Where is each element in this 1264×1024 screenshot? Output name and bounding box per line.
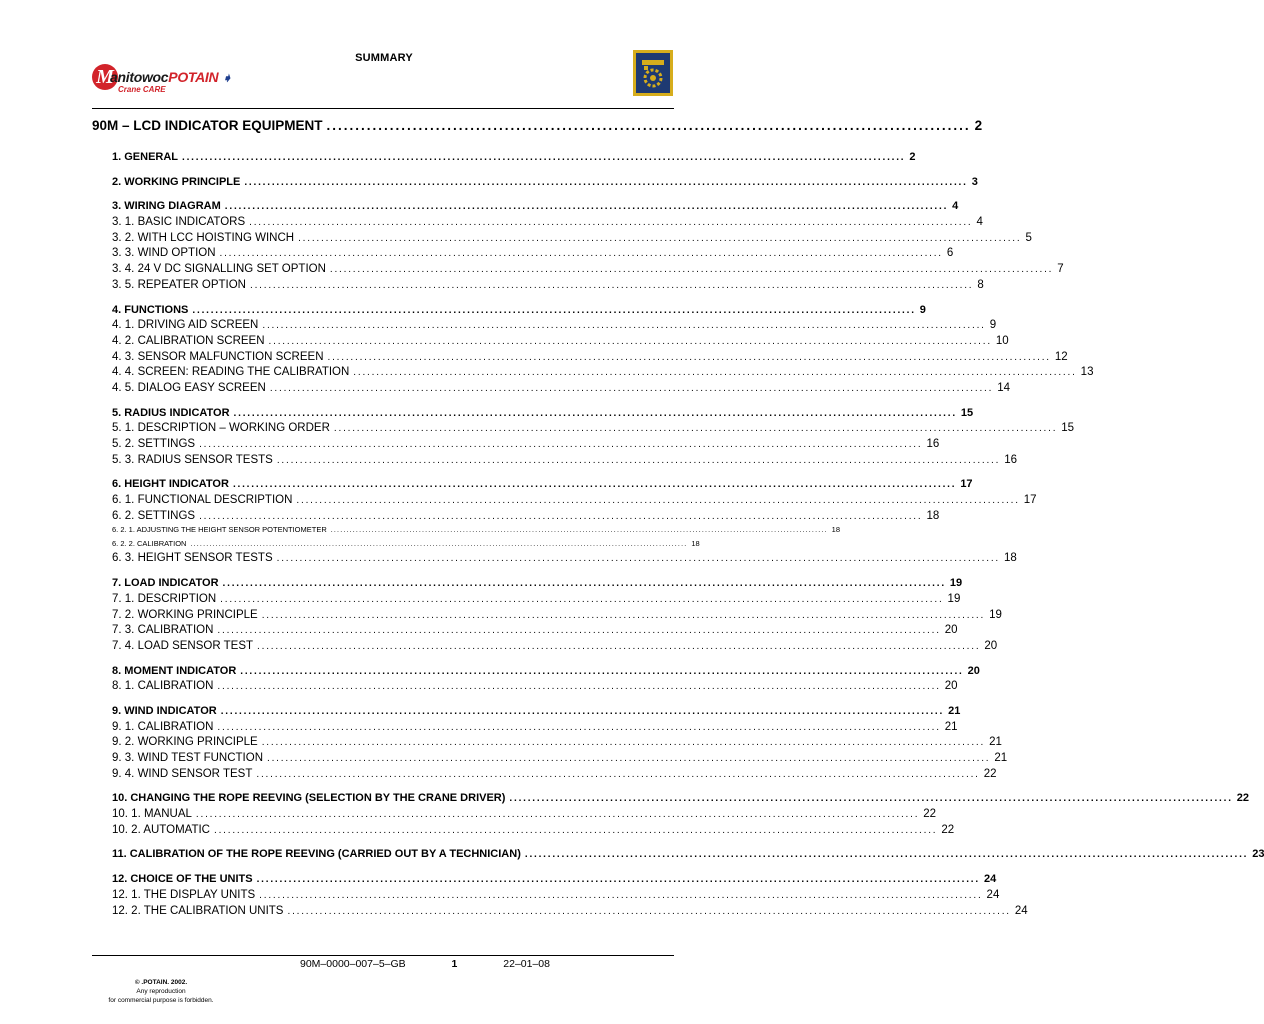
toc-leader: .............................................................................................................................................................. [244,176,968,188]
toc-entry-title: 9. 3. WIND TEST FUNCTION [112,752,264,764]
toc-entry-title: 12. 2. THE CALIBRATION UNITS [112,904,284,917]
toc-entry-title: 7. LOAD INDICATOR [112,577,219,590]
toc-entry-page: 15 [960,406,974,419]
toc-entry-page: 18 [831,525,840,535]
toc-entry-page: 19 [989,608,1002,621]
toc-section [112,704,1008,783]
toc-entry-page: 21 [948,704,961,717]
toc-leader: .............................................................................................................................................................. [256,874,980,886]
toc-entry-page: 20 [944,680,958,693]
toc-entry-page: 3 [971,175,978,188]
toc-leader: .............................................................................................................................................................. [233,407,957,419]
toc-subsection-entry[interactable] [112,752,1008,768]
toc-entry-title: 6. 1. FUNCTIONAL DESCRIPTION [112,494,293,507]
toc-entry-page: 22 [1236,792,1250,805]
toc-leader: .............................................................................................................................................................. [250,279,974,291]
footer-doc-ref: 90M–0000–007–5–GB [300,958,406,970]
toc-entry-title: 4. 1. DRIVING AID SCREEN [112,319,259,332]
toc-subsection-entry[interactable] [112,680,958,696]
toc-entry-title: 3. 1. BASIC INDICATORS [112,216,246,229]
toc-entry-page: 17 [1023,494,1037,507]
toc-subsection-entry[interactable] [112,216,983,232]
toc-subsection-entry[interactable] [112,608,1002,625]
toc-subsection-entry[interactable] [112,381,1010,398]
toc-leader: .............................................................................................................................................................. [182,152,906,163]
toc-entry-title: 10. CHANGING THE ROPE REEVING (SELECTION BY THE CRANE DRIVER) [112,792,506,805]
toc-subsection-entry[interactable] [112,736,1002,752]
toc-section-heading[interactable] [112,577,963,593]
toc-subsection-entry[interactable] [112,592,961,609]
logo-brand-name: POTAIN [168,69,219,85]
toc-entry-page: 18 [926,509,940,522]
toc-leader: .............................................................................................................................................................. [267,753,991,764]
toc-leader: .............................................................................................................................................................. [232,479,957,491]
toc-leader: .............................................................................................................................................................. [524,849,1249,861]
toc-leader: .............................................................................................................................................................. [199,439,923,450]
toc-entry-title: 4. FUNCTIONS [112,303,189,316]
toc-subsection-entry[interactable] [112,509,940,526]
toc-entry-page: 7 [1057,263,1064,276]
toc-section [112,577,1002,655]
toc-entry-page: 6 [946,247,954,260]
toc-entry-page: 13 [1080,366,1094,379]
copyright-line: for commercial purpose is forbidden. [108,997,214,1004]
toc-entry-title: 10. 1. MANUAL [112,808,192,821]
toc-entry-page: 16 [1004,453,1018,466]
logo-brand [110,69,232,85]
toc-leader: .............................................................................................................................................................. [217,721,941,733]
toc-subsection-entry[interactable] [112,888,1000,905]
toc-subsection-entry[interactable] [112,334,1009,351]
toc-entry-page: 19 [947,592,961,605]
toc-entry-page: 20 [984,639,998,652]
toc-entry-title: 3. 4. 24 V DC SIGNALLING SET OPTION [112,263,326,276]
toc-entry-title: 3. WIRING DIAGRAM [112,200,221,213]
toc-subsection-entry[interactable] [112,904,1028,921]
toc-leader: .............................................................................................................................................................. [220,593,944,605]
toc-section [112,664,980,696]
logo-arrow-icon: ➧ [221,71,232,85]
toc-main-title: 90M – LCD INDICATOR EQUIPMENT [92,118,323,133]
toc-entry-page: 19 [949,577,963,590]
toc-section [112,478,1037,568]
toc-entry-title: 9. WIND INDICATOR [112,704,217,717]
toc-entry-page: 22 [923,808,937,821]
toc-entry-title: 2. WORKING PRINCIPLE [112,175,241,188]
toc-entry-page: 22 [941,823,955,836]
toc-leader: .............................................................................................................................................................. [192,304,916,316]
toc-entry-title: 5. 2. SETTINGS [112,438,196,450]
toc-leader: .............................................................................................................................................................. [219,248,943,260]
toc-subsection-entry[interactable] [112,263,1064,279]
toc-section [112,873,1028,920]
toc-leader: .............................................................................................................................................................. [220,705,945,717]
toc-entry-title: 9. 4. WIND SENSOR TEST [112,767,253,780]
toc-subsection-entry[interactable] [112,720,958,737]
toc-entry-page: 24 [983,873,997,886]
toc-section-heading[interactable] [112,175,978,192]
toc-entry-title: 6. 2. 2. CALIBRATION [112,538,187,548]
toc-entry-title: 7. 2. WORKING PRINCIPLE [112,608,258,621]
toc-subsection-entry[interactable] [112,767,997,784]
toc-entry-title: 9. 2. WORKING PRINCIPLE [112,736,258,749]
toc-entry-page: 24 [1014,904,1028,917]
toc-section [112,303,1094,398]
toc-section [112,848,1264,864]
toc-entry-page: 4 [976,216,983,229]
footer-page-number: 1 [451,958,458,970]
toc-entry-page: 15 [1061,422,1075,435]
toc-entry-page: 4 [952,200,959,213]
toc-entry-title: 6. 3. HEIGHT SENSOR TESTS [112,552,273,565]
toc-section [112,175,978,192]
toc-leader: .............................................................................................................................................................. [327,351,1051,363]
toc-entry-title: 4. 4. SCREEN: READING THE CALIBRATION [112,366,350,379]
toc-leader: .............................................................................................................................................................. [257,640,981,652]
logo-subtitle: Crane CARE [118,85,166,94]
toc-entry-title: 5. RADIUS INDICATOR [112,406,230,419]
copyright-notice [106,978,216,1005]
logo-mark: M [92,64,118,90]
toc-section-heading[interactable] [112,848,1264,864]
toc-entry-page: 10 [995,334,1009,347]
toc-subsection-entry[interactable] [112,538,700,553]
toc-leader: .............................................................................................................................................................. [199,510,923,522]
toc-entry-page: 18 [1004,552,1017,565]
toc-section-heading[interactable] [112,664,980,681]
toc-subsection-entry[interactable] [112,350,1068,367]
toc-leader: .............................................................................................................................................................. [509,793,1233,805]
toc-subsection-entry[interactable] [112,319,997,335]
toc-leader: .............................................................................................................................................................. [217,625,941,637]
header-divider [92,108,674,109]
toc-leader: .............................................................................................................................................................. [268,335,992,347]
toc-leader: .............................................................................................................................................................. [214,824,938,836]
toc-leader: .............................................................................................................................................................. [287,905,1011,917]
page-title: SUMMARY [355,52,413,64]
toc-entry-page: 5 [1025,231,1032,244]
toc-entry-title: 11. CALIBRATION OF THE ROPE REEVING (CARRIED OUT BY A TECHNICIAN) [112,848,521,861]
toc-entry-title: 12. CHOICE OF THE UNITS [112,873,253,886]
toc-section-heading[interactable] [112,200,959,216]
toc-entry-page: 23 [1252,848,1264,861]
toc-leader: .............................................................................................................................................................. [298,232,1022,244]
toc-entry-page: 21 [989,736,1002,749]
toc-subsection-entry[interactable] [112,525,840,539]
toc-leader: .............................................................................................................................................................. [353,367,1077,379]
toc-entry-title: 3. 5. REPEATER OPTION [112,278,246,291]
toc-leader: .............................................................................................................................................................. [269,382,994,394]
toc-entry-page: 16 [926,438,940,450]
toc-entry-title: 12. 1. THE DISPLAY UNITS [112,888,256,901]
toc-entry-title: 3. 3. WIND OPTION [112,247,216,260]
toc-section [112,200,1064,294]
toc-subsection-entry[interactable] [112,247,954,263]
toc-leader: .............................................................................................................................................................. [296,495,1020,507]
toc-entry-page: 9 [919,303,926,316]
toc-entry-title: 3. 2. WITH LCC HOISTING WINCH [112,231,295,244]
toc-main-page: 2 [974,118,983,133]
toc-subsection-entry[interactable] [112,624,958,640]
toc-entry-page: 21 [994,752,1008,764]
toc-entry-title: 4. 5. DIALOG EASY SCREEN [112,381,266,394]
toc-section-heading[interactable] [112,873,997,889]
toc-entry-title: 6. 2. SETTINGS [112,509,196,522]
toc-entry-title: 5. 1. DESCRIPTION – WORKING ORDER [112,422,330,435]
toc-leader: .............................................................................................................................................................. [261,609,986,621]
toc-subsection-entry[interactable] [112,808,937,824]
toc-entry-title: 7. 4. LOAD SENSOR TEST [112,639,254,652]
copyright-line: Any reproduction [136,988,186,995]
toc-entry-page: 20 [944,624,958,637]
toc-entry-page: 21 [944,720,958,733]
toc-entry-title: 4. 2. CALIBRATION SCREEN [112,334,265,347]
toc-leader: .............................................................................................................................................................. [329,264,1054,276]
logo-brand-prefix: anitowoc [110,69,169,85]
manitowoc-potain-logo [92,64,262,98]
toc-subsection-entry[interactable] [112,639,998,656]
toc-entry-title: 6. 2. 1. ADJUSTING THE HEIGHT SENSOR POTENTIOMETER [112,525,327,535]
toc-subsection-entry[interactable] [112,552,1017,568]
toc-leader: .............................................................................................................................................................. [333,423,1058,435]
toc-entry-page: 2 [909,151,916,163]
toc-entry-page: 9 [989,319,997,332]
toc-entry-page: 17 [960,478,973,491]
toc-leader: .............................................................................................................................................................. [276,553,1000,565]
toc-subsection-entry[interactable] [112,366,1094,382]
toc-entry-title: 5. 3. RADIUS SENSOR TESTS [112,453,273,466]
toc-leader: .............................................................................................................................................................. [262,320,986,332]
toc-leader: .............................................................................................................................................................. [190,540,688,548]
badge-gear-icon [636,53,670,93]
toc-entry-title: 8. MOMENT INDICATOR [112,664,237,677]
toc-leader: ................................................................................................................ [326,118,971,133]
toc-leader: .............................................................................................................................................................. [249,217,973,229]
toc-section [112,792,1250,839]
toc-entry-title: 4. 3. SENSOR MALFUNCTION SCREEN [112,350,324,363]
toc-subsection-entry[interactable] [112,278,984,295]
toc-entry-title: 7. 3. CALIBRATION [112,624,214,637]
toc-leader: .............................................................................................................................................................. [195,809,920,821]
toc-leader: .............................................................................................................................................................. [259,889,983,901]
toc-entry-title: 9. 1. CALIBRATION [112,720,214,733]
toc-entry-title: 6. HEIGHT INDICATOR [112,478,229,491]
footer [300,958,550,970]
toc-leader: .............................................................................................................................................................. [330,527,828,535]
toc-section-heading[interactable] [112,478,973,494]
toc-leader: .............................................................................................................................................................. [222,578,946,590]
toc-section-heading[interactable] [112,406,974,423]
toc-leader: .............................................................................................................................................................. [256,768,980,780]
toc-section-heading[interactable] [112,704,961,721]
toc-section-heading[interactable] [112,792,1250,808]
toc-section-heading[interactable] [112,303,926,320]
toc-entry-page: 12 [1054,350,1068,363]
table-of-contents [112,151,1264,929]
toc-entry-page: 18 [691,538,700,548]
toc-entry-title: 7. 1. DESCRIPTION [112,592,217,605]
toc-section-heading[interactable] [112,151,916,167]
toc-leader: .............................................................................................................................................................. [217,681,941,693]
toc-entry-title: 10. 2. AUTOMATIC [112,823,210,836]
toc-leader: .............................................................................................................................................................. [261,737,986,749]
toc-entry-page: 8 [977,278,984,291]
toc-leader: .............................................................................................................................................................. [224,201,949,213]
toc-leader: .............................................................................................................................................................. [240,665,964,677]
toc-section [112,151,916,167]
toc-subsection-entry[interactable] [112,231,1032,248]
footer-date: 22–01–08 [503,958,550,970]
toc-section [112,406,1075,470]
toc-entry-page: 24 [986,888,1000,901]
crane-care-badge-icon [633,50,673,96]
toc-subsection-entry[interactable] [112,823,955,840]
footer-divider [92,955,674,956]
toc-subsection-entry[interactable] [112,438,940,454]
copyright-line: © .POTAIN. 2002. [134,979,188,986]
toc-entry-page: 14 [997,381,1010,394]
toc-entry-page: 22 [983,767,997,780]
toc-subsection-entry[interactable] [112,494,1037,510]
toc-subsection-entry[interactable] [112,422,1075,438]
toc-main-entry[interactable] [92,118,983,136]
toc-entry-page: 20 [967,664,980,677]
toc-entry-title: 1. GENERAL [112,151,179,163]
toc-subsection-entry[interactable] [112,453,1018,470]
toc-entry-title: 8. 1. CALIBRATION [112,680,214,693]
toc-leader: .............................................................................................................................................................. [276,454,1001,466]
